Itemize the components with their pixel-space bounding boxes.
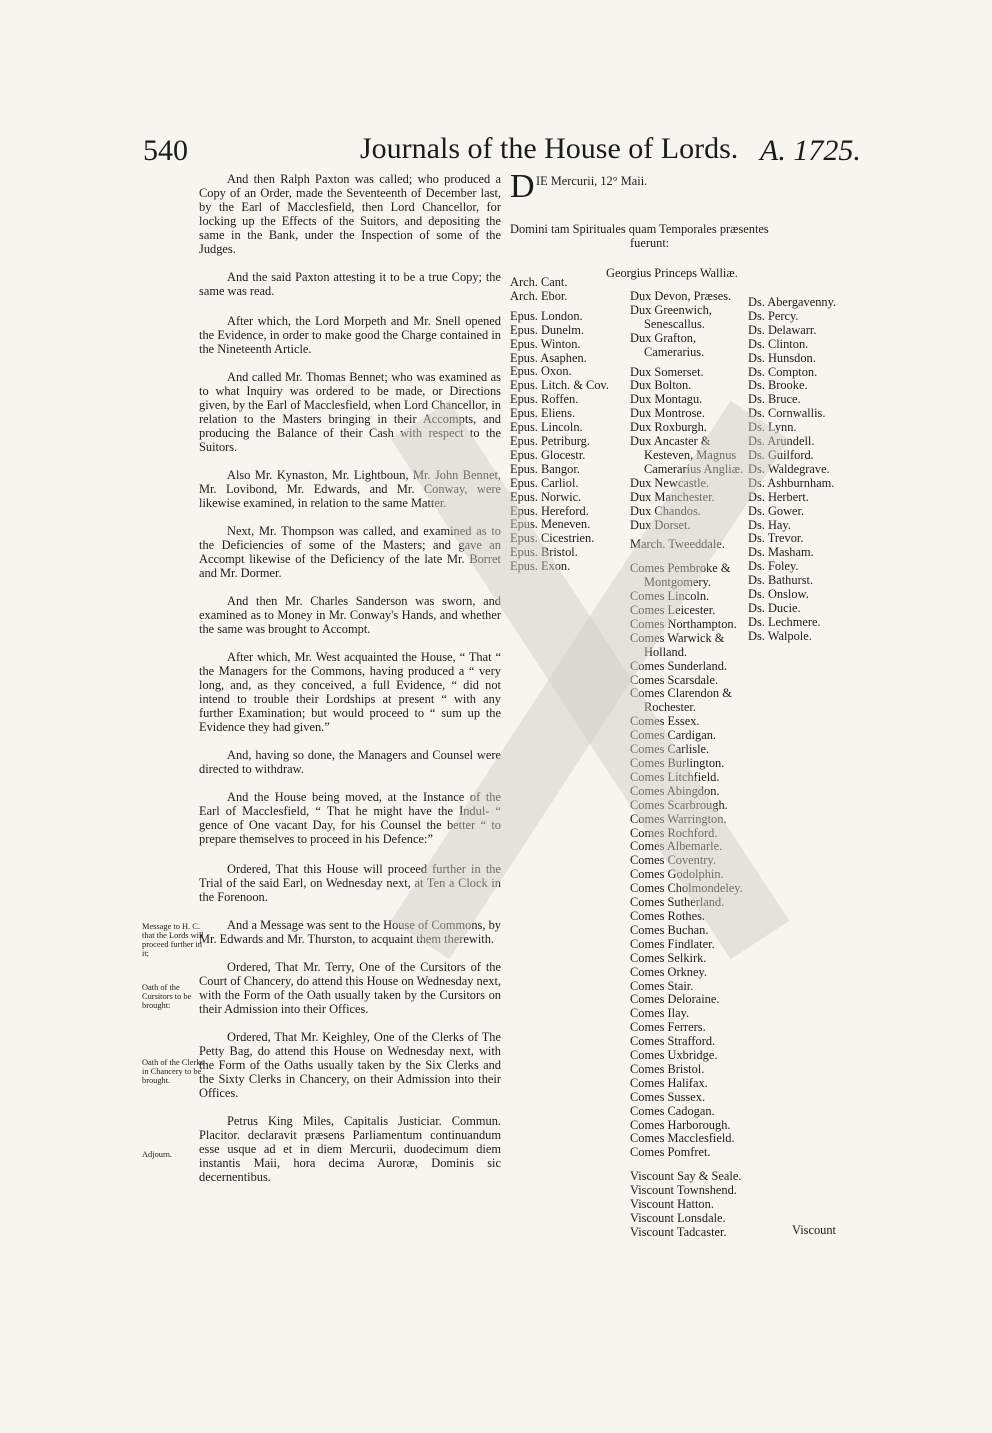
list-item: Ds. Herbert.: [748, 489, 809, 504]
list-item: Comes Halifax.: [630, 1075, 708, 1090]
list-item: Comes Strafford.: [630, 1034, 716, 1049]
list-item: Viscount Say & Seale.: [630, 1169, 742, 1184]
list-item: Viscount Townshend.: [630, 1183, 737, 1198]
list-item: Ds. Onslow.: [748, 587, 809, 602]
paragraph: After which, the Lord Morpeth and Mr. Snell opened the Evidence, in order to make good the Charge contained in the Nineteenth Article.: [199, 314, 501, 356]
list-item: Comes Carlisle.: [630, 742, 710, 757]
list-item: Ds. Ducie.: [748, 600, 801, 615]
barons-list: [748, 296, 878, 644]
list-item: Dux Ancaster &: [630, 434, 711, 449]
list-item: Comes Cardigan.: [630, 728, 717, 743]
attendance-intro: Domini tam Spirituales quam Temporales præsentes: [510, 222, 769, 236]
page-title: Journals of the House of Lords.: [360, 132, 739, 165]
list-item: Epus. Carliol.: [510, 475, 579, 490]
list-item: Ds. Clinton.: [748, 336, 809, 351]
list-item: Comes Essex.: [630, 714, 700, 729]
list-item: Ds. Foley.: [748, 559, 799, 574]
list-item: Arch. Cant.: [510, 275, 568, 289]
list-item: Comes Rothes.: [630, 908, 706, 923]
paragraph: Ordered, That Mr. Keighley, One of the Clerks of The Petty Bag, do attend this House on Wednesday next, with the Form of the Oaths usually taken by the Six Clerks and the Sixty Clerks in Chancery, on their Admission into their Offices.: [199, 1030, 501, 1100]
list-item: Comes Scarbrough.: [630, 797, 728, 812]
list-item: Comes Rochford.: [630, 825, 718, 840]
list-item: Comes Selkirk.: [630, 950, 707, 965]
list-item: Dux Manchester.: [630, 489, 715, 504]
list-item: Camerarius Angliæ.: [644, 461, 744, 476]
list-item: Ds. Arundell.: [748, 434, 815, 449]
list-item: Ds. Hunsdon.: [748, 350, 816, 365]
list-item: Ds. Ashburnham.: [748, 475, 835, 490]
dukes-earls-viscounts-list: [630, 290, 760, 1240]
list-item: Ds. Brooke.: [748, 378, 808, 393]
margin-note: Message to H. C. that the Lords will proceed further in it;: [142, 922, 204, 958]
paragraph: And then Ralph Paxton was called; who produced a Copy of an Order, made the Seventeenth of December last, by the Earl of Macclesfield, then Lord Chancellor, for locking up the Effects of the Suitors, and depositing the same in the Bank, under the Inspection of some of the Judges.: [199, 172, 501, 256]
list-item: Dux Chandos.: [630, 503, 701, 518]
page-header: [0, 128, 992, 172]
list-item: Epus. Cicestrien.: [510, 531, 595, 546]
list-item: Ds. Cornwallis.: [748, 406, 826, 421]
list-item: Comes Cadogan.: [630, 1103, 715, 1118]
list-item: Dux Greenwich,: [630, 302, 712, 317]
paragraph: Ordered, That this House will proceed further in the Trial of the said Earl, on Wednesday next, at Ten a Clock in the Forenoon.: [199, 862, 501, 904]
list-item: Comes Clarendon &: [630, 686, 732, 701]
paragraph: And called Mr. Thomas Bennet; who was examined as to what Inquiry was ordered to be made, or Directions given, by the Earl of Macclesfield, when Lord Chancellor, in relation to the Masters bringing in their Accompts, and producing the Balance of their Cash with respect to the Suitors.: [199, 370, 501, 454]
list-item: Dux Devon, Præses.: [630, 289, 732, 303]
list-item: Ds. Walpole.: [748, 628, 812, 643]
list-item: Comes Abingdon.: [630, 783, 720, 798]
list-item: Ds. Compton.: [748, 364, 818, 379]
list-item: Comes Burlington.: [630, 756, 725, 770]
list-item: Epus. Meneven.: [510, 517, 591, 532]
paragraph: After which, Mr. West acquainted the House, “ That “ the Managers for the Commons, having produced a “ very long, and, as they conceived, a full Evidence, “ did not intend to trouble their Lordships at present “ with any further Examination; but would proceed to “ sum up the Evidence they had given.”: [199, 650, 501, 734]
list-item: Comes Sussex.: [630, 1089, 706, 1104]
list-item: Epus. Eliens.: [510, 406, 576, 421]
list-item: Comes Warwick &: [630, 630, 725, 645]
list-item: Ds. Lechmere.: [748, 614, 821, 629]
list-item: Comes Orkney.: [630, 964, 707, 979]
list-item: Comes Scarsdale.: [630, 672, 719, 687]
list-item: Ds. Guilford.: [748, 447, 814, 462]
list-item: Epus. Glocestr.: [510, 447, 586, 462]
list-item: Dux Grafton,: [630, 330, 697, 345]
list-item: Epus. Roffen.: [510, 392, 579, 407]
list-item: Comes Leicester.: [630, 603, 716, 618]
session-date-text: IE Mercurii, 12° Maii.: [536, 174, 648, 188]
list-item: Comes Ferrers.: [630, 1020, 706, 1035]
margin-note: Oath of the Cursitors to be brought:: [142, 983, 192, 1010]
list-item: Ds. Lynn.: [748, 420, 797, 435]
list-item: Viscount Lonsdale.: [630, 1211, 726, 1225]
margin-note: Oath of the Clerks in Chancery to be brought.: [142, 1058, 204, 1085]
list-item: Dux Roxburgh.: [630, 420, 707, 435]
paragraph: Petrus King Miles, Capitalis Justiciar. Commun. Placitor. declaravit præsens Parliamentum continuandum esse usque ad et in diem Mercurii, duodecimum diem instantis Maii, hora decima Auroræ, Dominis sic decernentibus.: [199, 1114, 501, 1184]
list-item: Comes Bristol.: [630, 1061, 705, 1076]
list-item: Viscount Tadcaster.: [630, 1224, 727, 1239]
paragraph: And, having so done, the Managers and Counsel were directed to withdraw.: [199, 748, 501, 776]
paragraph: Next, Mr. Thompson was called, and examined as to the Deficiencies of some of the Masters; and gave an Accompt likewise of the Deficiency of the late Mr. Borret and Mr. Dormer.: [199, 524, 501, 580]
prince-of-wales: Georgius Princeps Walliæ.: [606, 266, 738, 280]
list-item: Comes Macclesfield.: [630, 1131, 735, 1146]
page-number: 540: [143, 134, 188, 167]
drop-cap: D: [510, 168, 535, 205]
list-item: March. Tweeddale.: [630, 537, 725, 552]
list-item: Kesteven, Magnus: [644, 447, 737, 462]
attendance-intro-cont: fuerunt:: [630, 236, 670, 250]
right-column-heading: [510, 168, 860, 280]
list-item: Comes Pembroke &: [630, 561, 731, 576]
list-item: Comes Deloraine.: [630, 992, 720, 1007]
list-item: Ds. Bruce.: [748, 392, 801, 407]
list-item: Comes Sunderland.: [630, 658, 728, 673]
catchword: Viscount: [792, 1223, 836, 1237]
list-item: Comes Ilay.: [630, 1006, 690, 1021]
list-item: Comes Buchan.: [630, 922, 709, 937]
list-item: Comes Uxbridge.: [630, 1048, 718, 1063]
list-item: Comes Litchfield.: [630, 769, 720, 784]
list-item: Comes Harborough.: [630, 1117, 731, 1132]
paragraph: Ordered, That Mr. Terry, One of the Cursitors of the Court of Chancery, do attend this House on Wednesday next, with the Form of the Oath usually taken by the Cursitors on their Admission into their Offices.: [199, 960, 501, 1016]
list-item: Comes Warrington.: [630, 811, 727, 826]
list-item: Holland.: [644, 644, 688, 659]
list-item: Epus. Bristol.: [510, 545, 578, 560]
list-item: Epus. Hereford.: [510, 503, 589, 518]
list-item: Epus. Norwic.: [510, 489, 582, 504]
list-item: Epus. Litch. & Cov.: [510, 378, 610, 393]
list-item: Ds. Masham.: [748, 545, 814, 560]
list-item: Comes Lincoln.: [630, 589, 710, 604]
list-item: Comes Coventry.: [630, 853, 716, 868]
paragraph: And the House being moved, at the Instance of the Earl of Macclesfield, “ That he might have the Indul- “ gence of One vacant Day, for his Counsel the better “ to prepare themselves to proceed in his Defence:”: [199, 790, 501, 846]
list-item: Comes Findlater.: [630, 936, 715, 951]
page-year: A. 1725.: [760, 134, 861, 167]
left-column: [199, 172, 501, 1198]
list-item: Ds. Abergavenny.: [748, 295, 837, 309]
list-item: Comes Cholmondeley.: [630, 881, 743, 896]
list-item: Epus. Dunelm.: [510, 322, 584, 337]
list-item: Arch. Ebor.: [510, 288, 568, 303]
list-item: Dux Bolton.: [630, 378, 692, 393]
list-item: Senescallus.: [644, 316, 705, 331]
paragraph: Also Mr. Kynaston, Mr. Lightboun, Mr. John Bennet, Mr. Lovibond, Mr. Edwards, and Mr. Conway, were likewise examined, in relation to the same Matter.: [199, 468, 501, 510]
list-item: Epus. Asaphen.: [510, 350, 587, 365]
margin-note: Adjourn.: [142, 1150, 173, 1159]
list-item: Epus. Exon.: [510, 559, 571, 574]
session-date: [510, 168, 860, 208]
list-item: Dux Newcastle.: [630, 475, 710, 490]
list-item: Dux Dorset.: [630, 517, 691, 532]
list-item: Dux Montagu.: [630, 392, 703, 407]
list-item: Comes Sutherland.: [630, 895, 725, 910]
list-item: Comes Pomfret.: [630, 1145, 711, 1160]
paragraph: And then Mr. Charles Sanderson was sworn, and examined as to Money in Mr. Conway's Hands, and whether the same was brought to Accompt.: [199, 594, 501, 636]
list-item: Viscount Hatton.: [630, 1197, 714, 1212]
list-item: Dux Somerset.: [630, 364, 704, 379]
list-item: Ds. Gower.: [748, 503, 805, 518]
list-item: Comes Godolphin.: [630, 867, 724, 882]
list-item: Ds. Hay.: [748, 517, 791, 532]
paragraph: And the said Paxton attesting it to be a true Copy; the same was read.: [199, 270, 501, 298]
list-item: Epus. Petriburg.: [510, 433, 590, 448]
list-item: Epus. Bangor.: [510, 461, 580, 476]
list-item: Camerarius.: [644, 344, 705, 359]
list-item: Epus. Winton.: [510, 336, 581, 351]
list-item: Ds. Delawarr.: [748, 322, 817, 337]
clergy-list: [510, 276, 632, 574]
list-item: Montgomery.: [644, 575, 711, 590]
list-item: Ds. Waldegrave.: [748, 461, 830, 476]
list-item: Epus. London.: [510, 308, 583, 323]
list-item: Comes Albemarle.: [630, 839, 723, 854]
paragraph: And a Message was sent to the House of Commons, by Mr. Edwards and Mr. Thurston, to acquaint them therewith.: [199, 918, 501, 946]
list-item: Comes Northampton.: [630, 616, 737, 631]
list-item: Ds. Bathurst.: [748, 573, 814, 588]
list-item: Rochester.: [644, 700, 696, 715]
list-item: Epus. Oxon.: [510, 364, 572, 379]
list-item: Dux Montrose.: [630, 406, 706, 421]
list-item: Comes Stair.: [630, 978, 694, 993]
list-item: Epus. Lincoln.: [510, 420, 583, 435]
list-item: Ds. Percy.: [748, 308, 799, 323]
list-item: Ds. Trevor.: [748, 531, 804, 546]
